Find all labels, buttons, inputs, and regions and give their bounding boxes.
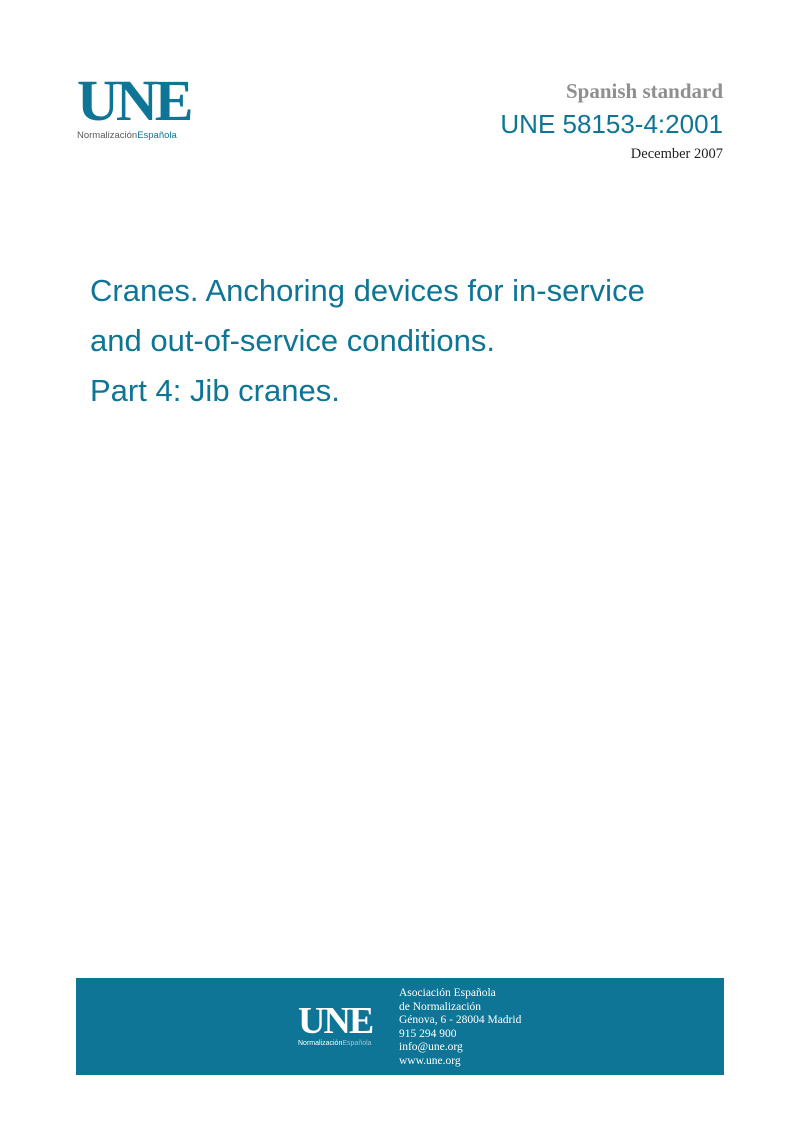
standard-code: UNE 58153-4:2001 bbox=[500, 109, 723, 139]
address-line-phone: 915 294 900 bbox=[399, 1027, 457, 1040]
footer-logo-tagline-part1: Normalización bbox=[298, 1040, 343, 1047]
address-line-email[interactable]: info@une.org bbox=[399, 1041, 463, 1054]
title-line-1: Cranes. Anchoring devices for in-service bbox=[90, 273, 645, 308]
footer-band bbox=[76, 978, 724, 1075]
address-line-website[interactable]: www.une.org bbox=[399, 1054, 461, 1067]
logo-tagline-part2: Española bbox=[137, 130, 177, 141]
une-logo bbox=[77, 68, 197, 144]
footer-logo-tagline bbox=[298, 1040, 388, 1047]
logo-mark: UNE bbox=[77, 68, 191, 133]
title-line-3: Part 4: Jib cranes. bbox=[90, 373, 340, 408]
address-line-organization-2: de Normalización bbox=[399, 1000, 482, 1013]
footer-une-logo bbox=[298, 1000, 388, 1053]
logo-tagline-part1: Normalización bbox=[77, 130, 138, 141]
standard-header bbox=[500, 78, 723, 164]
standard-date: December 2007 bbox=[630, 146, 723, 162]
footer-logo-tagline-part2: Española bbox=[342, 1040, 372, 1047]
footer-address bbox=[399, 987, 521, 1069]
address-line-organization: Asociación Española bbox=[399, 987, 496, 999]
address-line-street: Génova, 6 - 28004 Madrid bbox=[399, 1014, 522, 1027]
footer-logo-mark: UNE bbox=[298, 1000, 373, 1042]
standard-label: Spanish standard bbox=[566, 79, 723, 103]
title-line-2: and out-of-service conditions. bbox=[90, 323, 495, 358]
document-title bbox=[90, 266, 730, 416]
